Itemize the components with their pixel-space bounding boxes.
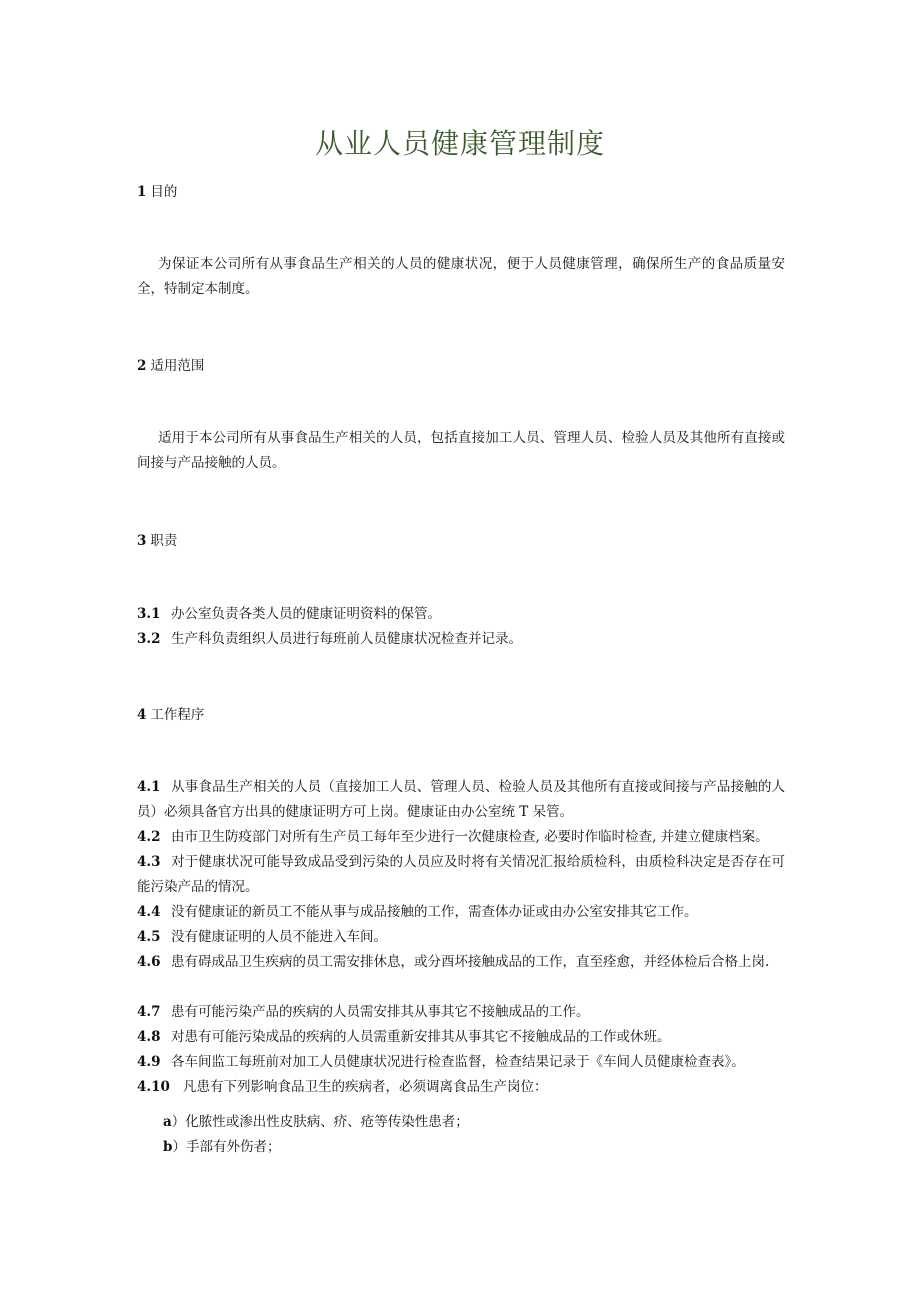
item-text: 没有健康证明的人员不能进入车间。 (171, 929, 387, 945)
list-item (137, 825, 785, 850)
list-item (137, 1075, 785, 1100)
section-heading-purpose (137, 183, 177, 201)
section-heading-responsibilities (137, 532, 177, 550)
sub-item (163, 1135, 280, 1160)
item-text: 患有碍成品卫生疾病的员工需安排休息，或分酉坏接触成品的工作，直至痊愈，并经体检后合格上岗. (171, 954, 770, 970)
section-number: 4 (137, 707, 147, 723)
item-number: 4.2 (137, 829, 161, 845)
list-item (137, 925, 785, 950)
sub-item-text: ）手部有外伤者； (172, 1139, 281, 1155)
item-text: 办公室负责各类人员的健康证明资料的保管。 (171, 606, 441, 622)
item-text: 从事食品生产相关的人员（直接加工人员、管理人员、检验人员及其他所有直接或间接与产品接触的人员）必须具备官方出具的健康证明方可上岗。健康证由办公室统 T 呆管。 (137, 779, 785, 820)
list-item (137, 900, 785, 925)
sub-item-letter: a (163, 1114, 172, 1130)
item-number: 4.5 (137, 929, 161, 945)
item-text: 由市卫生防疫部门对所有生产员工每年至少进行一次健康检查, 必要时作临时检查, 并建立健康档案。 (171, 829, 769, 845)
item-number: 3.2 (137, 631, 161, 647)
item-text: 生产科负责组织人员进行每班前人员健康状况检查并记录。 (171, 631, 522, 647)
list-item (137, 1050, 785, 1075)
item-number: 4.10 (137, 1079, 170, 1095)
section-label: 职责 (150, 533, 178, 549)
item-number: 3.1 (137, 606, 161, 622)
item-number: 4.9 (137, 1054, 161, 1070)
section-label: 目的 (150, 184, 178, 200)
list-item (137, 950, 785, 975)
item-number: 4.4 (137, 904, 161, 920)
section-heading-scope (137, 357, 204, 375)
item-text: 对于健康状况可能导致成品受到污染的人员应及时将有关情况汇报给质检科，由质检科决定是否存在可能污染产品的情况。 (137, 854, 785, 895)
section-label: 适用范围 (150, 358, 205, 374)
list-item (137, 627, 785, 652)
list-item (137, 1025, 785, 1050)
section-number: 1 (137, 184, 147, 200)
list-item (137, 1000, 785, 1025)
item-text: 各车间监工每班前对加工人员健康状况进行检查监督，检查结果记录于《车间人员健康检查表》。 (171, 1054, 745, 1070)
sub-item (163, 1110, 469, 1135)
item-number: 4.8 (137, 1029, 161, 1045)
section-number: 3 (137, 533, 147, 549)
scope-paragraph: 适用于本公司所有从事食品生产相关的人员，包括直接加工人员、管理人员、检验人员及其他所有直接或间接与产品接触的人员。 (137, 430, 785, 471)
item-number: 4.6 (137, 954, 161, 970)
list-item (137, 850, 785, 900)
item-number: 4.7 (137, 1004, 161, 1020)
item-text: 对患有可能污染成品的疾病的人员需重新安排其从事其它不接触成品的工作或休班。 (171, 1029, 671, 1045)
purpose-paragraph: 为保证本公司所有从事食品生产相关的人员的健康状况，便于人员健康管理，确保所生产的食品质量安全，特制定本制度。 (137, 256, 785, 297)
section-number: 2 (137, 358, 147, 374)
sub-item-text: ）化脓性或渗出性皮肤病、疥、疮等传染性患者； (171, 1114, 469, 1130)
section-heading-procedure (137, 706, 204, 724)
item-text: 患有可能污染产品的疾病的人员需安排其从事其它不接触成品的工作。 (171, 1004, 590, 1020)
sub-item-letter: b (163, 1139, 173, 1155)
page-title: 从业人员健康管理制度 (314, 127, 605, 160)
item-text: 凡患有下列影响食品卫生的疾病者，必须调离食品生产岗位： (183, 1079, 548, 1095)
list-item (137, 602, 785, 627)
item-number: 4.1 (137, 779, 161, 795)
item-text: 没有健康证的新员工不能从事与成品接触的工作，需查体办证或由办公室安排其它工作。 (171, 904, 698, 920)
list-item (137, 775, 785, 825)
item-number: 4.3 (137, 854, 161, 870)
section-label: 工作程序 (150, 707, 205, 723)
